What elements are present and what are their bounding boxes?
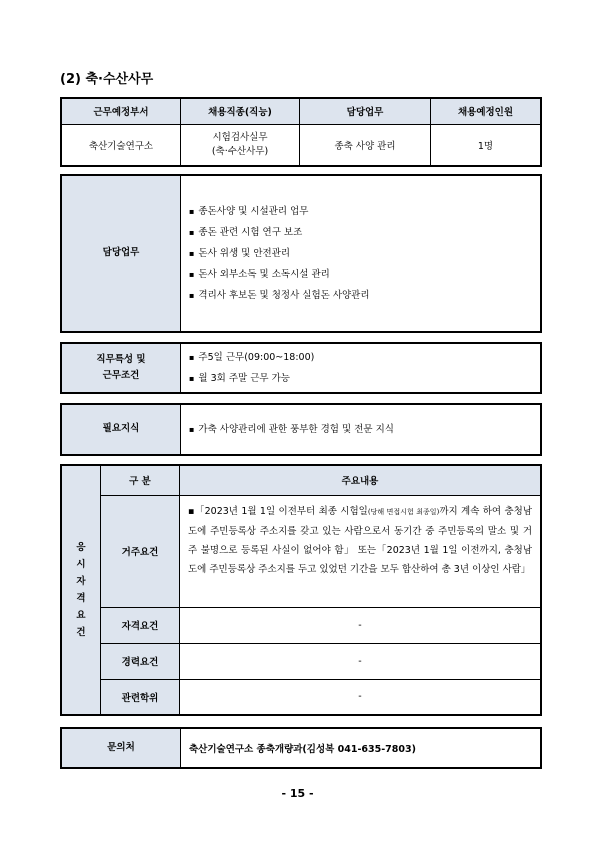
- duty-item: ▪ 돈사 외부소독 및 소독시설 관리: [189, 269, 330, 280]
- cell-job: [181, 124, 300, 166]
- cell-dept: 축산기술연구소: [61, 124, 181, 166]
- header-job: 채용직종(직능): [181, 98, 300, 124]
- condition-item: ▪ 월 3회 주말 근무 가능: [189, 373, 290, 384]
- duties-label: 담당업무: [62, 176, 181, 331]
- bullet-icon: ▪: [189, 207, 195, 216]
- license-label: 자격요건: [101, 607, 180, 643]
- work-conditions-box: [60, 342, 542, 394]
- bullet-icon: ▪: [189, 353, 195, 362]
- duty-item: ▪ 종돈 관련 시험 연구 보조: [189, 227, 303, 238]
- header-count: 채용예정인원: [431, 98, 542, 124]
- duty-item: ▪ 돈사 위생 및 안전관리: [189, 248, 291, 259]
- career-label: 경력요건: [101, 643, 180, 679]
- bullet-icon: ▪: [189, 425, 195, 434]
- header-category: 구 분: [101, 465, 180, 495]
- duties-box: [60, 174, 542, 333]
- cell-count: 1명: [431, 124, 542, 166]
- header-content: 주요내용: [180, 465, 542, 495]
- cell-duty: 종축 사양 관리: [300, 124, 431, 166]
- work-conditions-list: [181, 344, 540, 392]
- cell-job-line2: (축·수산사무): [211, 145, 269, 157]
- qualification-side-label: 응 시 자 격 요 건: [61, 465, 101, 715]
- section-title: (2) 축·수산사무: [60, 72, 154, 87]
- qualification-table: [60, 464, 542, 716]
- duty-item: ▪ 종돈사양 및 시설관리 업무: [189, 206, 309, 217]
- contact-box: [60, 727, 542, 769]
- bullet-icon: ▪: [189, 228, 195, 237]
- header-duty: 담당업무: [300, 98, 431, 124]
- duty-item: ▪ 격리사 후보돈 및 청정사 실험돈 사양관리: [189, 290, 370, 301]
- residence-label: 거주요건: [101, 495, 180, 607]
- contact-value: 축산기술연구소 종축개량과(김성복 041-635-7803): [189, 744, 416, 755]
- degree-value: -: [180, 679, 542, 715]
- bullet-icon: ▪: [189, 249, 195, 258]
- contact-label: 문의처: [62, 729, 181, 767]
- knowledge-content: [181, 405, 540, 454]
- recruit-table: [60, 97, 542, 167]
- bullet-icon: ▪: [189, 291, 195, 300]
- condition-item: ▪ 주5일 근무(09:00~18:00): [189, 352, 315, 363]
- bullet-icon: ▪: [189, 270, 195, 279]
- residence-content: ▪「2023년 1월 1일 이전부터 최종 시험일(당해 면접시험 최종일)까지 계속 하여 충청남도에 주민등록상 주소지를 갖고 있는 사람으로서 동기간 중 주민등록의 말소 및 거주 불명으로 등록된 사실이 없어야 함」 또는「2023년 1월 1일 이전까지, 충청남도에 주민등록상 주소지를 두고 있었던 기간을 모두 합산하여 총 3년 이상인 사람」: [180, 495, 542, 607]
- duties-list: [181, 176, 540, 331]
- bullet-icon: ▪: [189, 374, 195, 383]
- knowledge-box: [60, 403, 542, 456]
- header-dept: 근무예정부서: [61, 98, 181, 124]
- page-number: - 15 -: [281, 787, 314, 800]
- work-conditions-label: 직무특성 및 근무조건: [62, 344, 181, 392]
- knowledge-label: 필요지식: [62, 405, 181, 454]
- license-value: -: [180, 607, 542, 643]
- knowledge-item: ▪ 가축 사양관리에 관한 풍부한 경험 및 전문 지식: [189, 424, 394, 435]
- degree-label: 관련학위: [101, 679, 180, 715]
- cell-job-line1: 시험검사실무: [212, 131, 268, 143]
- career-value: -: [180, 643, 542, 679]
